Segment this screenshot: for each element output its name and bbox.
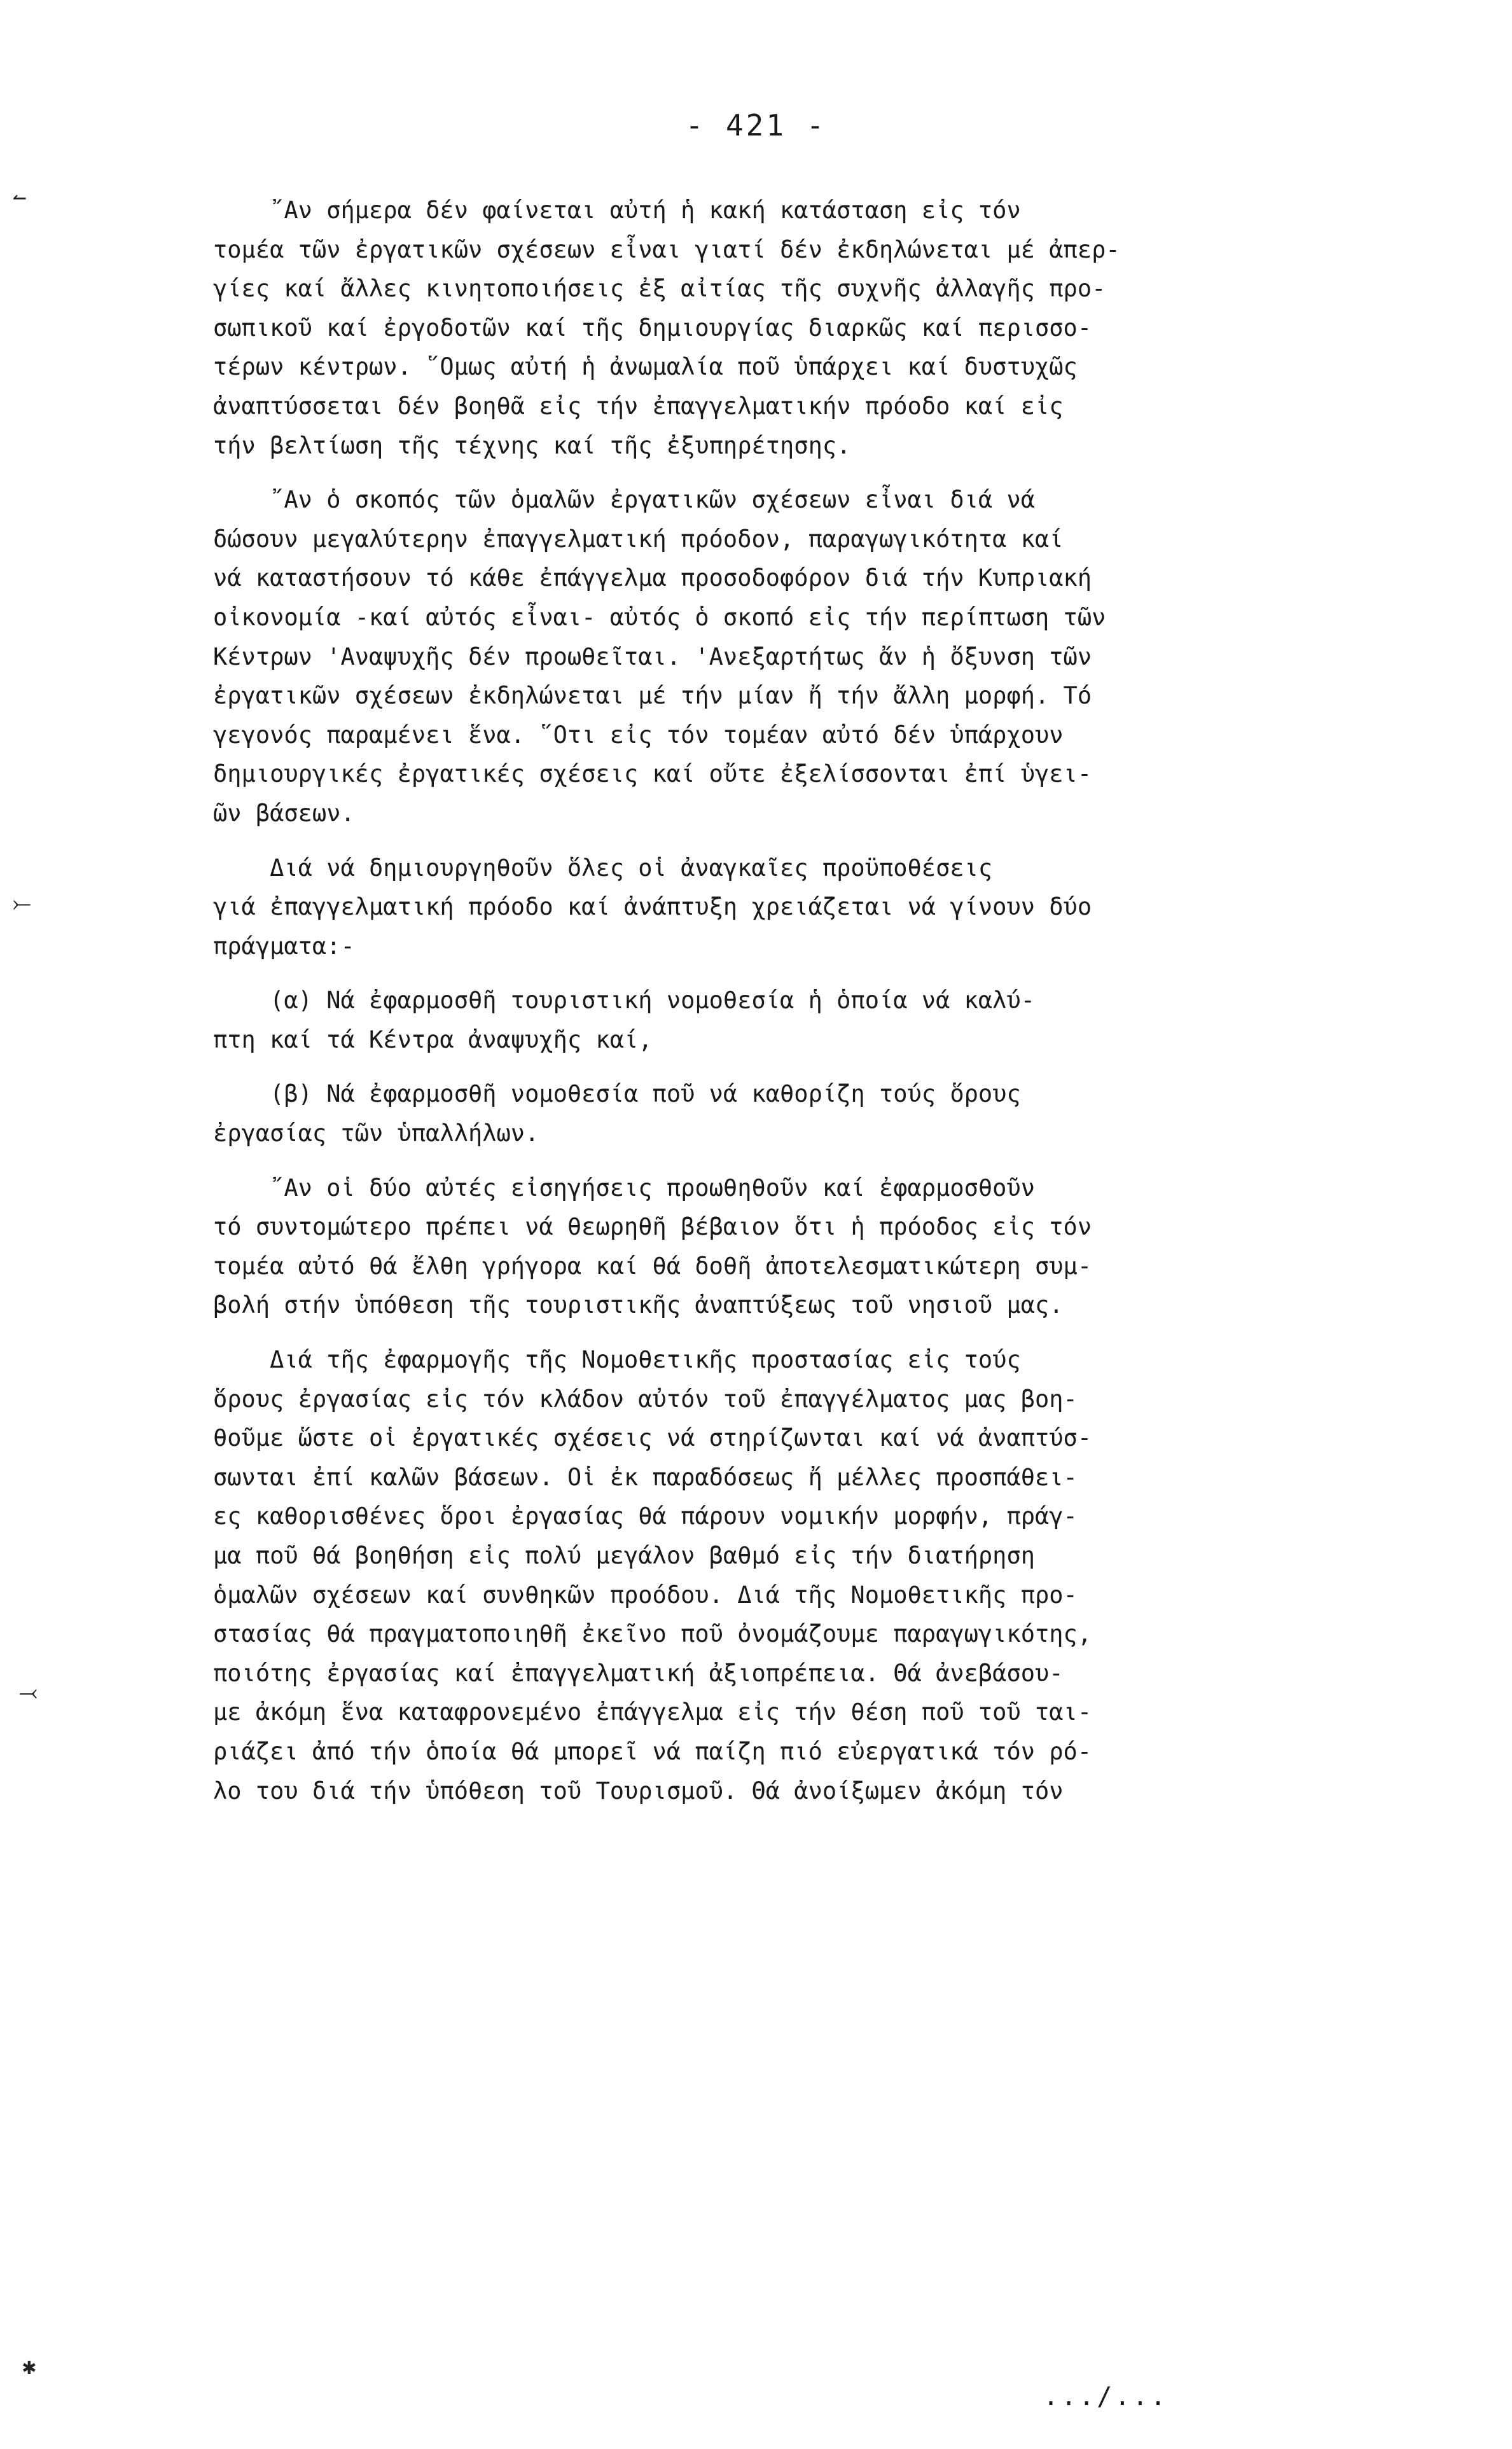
text-line: τήν βελτίωση τῆς τέχνης καί τῆς ἐξυπηρέτησης. [213, 431, 851, 459]
paragraph-3 [213, 849, 1307, 966]
text-line: ῎Αν οἱ δύο αὐτές εἰσηγήσεις προωθηθοῦν καί ἐφαρμοσθοῦν [213, 1174, 1036, 1202]
text-line: βολή στήν ὑπόθεση τῆς τουριστικῆς ἀναπτύξεως τοῦ νησιοῦ μας. [213, 1291, 1064, 1319]
text-line: ῎Αν ὁ σκοπός τῶν ὁμαλῶν ἐργατικῶν σχέσεων εἶναι διά νά [213, 486, 1036, 514]
list-item-b [213, 1074, 1307, 1153]
text-line: λο του διά τήν ὑπόθεση τοῦ Τουρισμοῦ. Θά ἀνοίξωμεν ἀκόμη τόν [213, 1777, 1064, 1805]
paragraph-5 [213, 1340, 1307, 1810]
margin-mark-icon: ⤚ [13, 891, 31, 917]
paragraph-2 [213, 480, 1307, 833]
text-line: τομέα τῶν ἐργατικῶν σχέσεων εἶναι γιατί δέν ἐκδηλώνεται μέ ἀπερ- [213, 235, 1120, 263]
text-line: πράγματα:- [213, 932, 355, 960]
text-line: ἐργασίας τῶν ὑπαλλήλων. [213, 1120, 539, 1148]
text-line: (β) Νά ἐφαρμοσθῆ νομοθεσία ποῦ νά καθορίζη τούς ὅρους [213, 1080, 1021, 1108]
body-text [213, 191, 1307, 1810]
text-line: γίες καί ἄλλες κινητοποιήσεις ἐξ αἰτίας τῆς συχνῆς ἀλλαγῆς προ- [213, 275, 1106, 303]
text-line: νά καταστήσουν τό κάθε ἐπάγγελμα προσοδοφόρον διά τήν Κυπριακή [213, 564, 1092, 592]
text-line: σωπικοῦ καί ἐργοδοτῶν καί τῆς δημιουργίας διαρκῶς καί περισσο- [213, 314, 1092, 342]
continuation-mark: .../... [1043, 2382, 1169, 2411]
text-line: Διά νά δημιουργηθοῦν ὅλες οἱ ἀναγκαῖες προϋποθέσεις [213, 854, 993, 882]
text-line: τό συντομώτερο πρέπει νά θεωρηθῆ βέβαιον ὅτι ἡ πρόοδος εἰς τόν [213, 1213, 1092, 1241]
text-line: σωνται ἐπί καλῶν βάσεων. Οἱ ἐκ παραδόσεως ἤ μέλλες προσπάθει- [213, 1463, 1078, 1491]
page-number: - 421 - [685, 108, 827, 142]
text-line: Κέντρων 'Αναψυχῆς δέν προωθεῖται. 'Ανεξαρτήτως ἄν ἡ ὄξυνση τῶν [213, 642, 1092, 670]
text-line: ἐργατικῶν σχέσεων ἐκδηλώνεται μέ τήν μίαν ἤ τήν ἄλλη μορφή. Τό [213, 682, 1092, 710]
text-line: ποιότης ἐργασίας καί ἐπαγγελματική ἀξιοπρέπεια. Θά ἀνεβάσου- [213, 1659, 1064, 1687]
text-line: θοῦμε ὥστε οἱ ἐργατικές σχέσεις νά στηρίζωνται καί νά ἀναπτύσ- [213, 1424, 1092, 1452]
text-line: μα ποῦ θά βοηθήση εἰς πολύ μεγάλον βαθμό εἰς τήν διατήρηση [213, 1542, 1036, 1569]
text-line: τέρων κέντρων. ῞Ομως αὐτή ἡ ἀνωμαλία ποῦ ὑπάρχει καί δυστυχῶς [213, 353, 1078, 381]
text-line: τομέα αὐτό θά ἔλθη γρήγορα καί θά δοθῆ ἀποτελεσματικώτερη συμ- [213, 1252, 1092, 1280]
text-line: Διά τῆς ἐφαρμογῆς τῆς Νομοθετικῆς προστασίας εἰς τούς [213, 1346, 1021, 1374]
margin-mark-icon: ↼ [13, 184, 27, 211]
text-line: δημιουργικές ἐργατικές σχέσεις καί οὔτε ἐξελίσσονται ἐπί ὑγει- [213, 760, 1092, 788]
text-line: ὁμαλῶν σχέσεων καί συνθηκῶν προόδου. Διά τῆς Νομοθετικῆς προ- [213, 1581, 1078, 1609]
text-line: οἰκονομία -καί αὐτός εἶναι- αὐτός ὁ σκοπό εἰς τήν περίπτωση τῶν [213, 603, 1106, 631]
text-line: ῶν βάσεων. [213, 799, 355, 827]
text-line: με ἀκόμη ἕνα καταφρονεμένο ἐπάγγελμα εἰς τήν θέση ποῦ τοῦ ται- [213, 1698, 1092, 1726]
text-line: ὅρους ἐργασίας εἰς τόν κλάδον αὐτόν τοῦ ἐπαγγέλματος μας βοη- [213, 1385, 1078, 1413]
list-item-a [213, 981, 1307, 1059]
text-line: ες καθορισθένες ὅροι ἐργασίας θά πάρουν νομικήν μορφήν, πράγ- [213, 1502, 1078, 1530]
text-line: γιά ἐπαγγελματική πρόοδο καί ἀνάπτυξη χρειάζεται νά γίνουν δύο [213, 893, 1092, 921]
margin-mark-icon: ⤙ [19, 1679, 38, 1705]
text-line: ῎Αν σήμερα δέν φαίνεται αὐτή ἡ κακή κατάσταση εἰς τόν [213, 197, 1021, 224]
text-line: γεγονός παραμένει ἕνα. ῞Οτι εἰς τόν τομέαν αὐτό δέν ὑπάρχουν [213, 721, 1064, 749]
text-line: στασίας θά πραγματοποιηθῆ ἐκεῖνο ποῦ ὀνομάζουμε παραγωγικότης, [213, 1620, 1092, 1648]
margin-mark-icon: ✱ [22, 2354, 36, 2380]
paragraph-1 [213, 191, 1307, 465]
text-line: δώσουν μεγαλύτερην ἐπαγγελματική πρόοδον, παραγωγικότητα καί [213, 525, 1064, 553]
text-line: (α) Νά ἐφαρμοσθῆ τουριστική νομοθεσία ἡ ὁποία νά καλύ- [213, 987, 1036, 1015]
paragraph-4 [213, 1169, 1307, 1325]
text-line: ἀναπτύσσεται δέν βοηθᾶ εἰς τήν ἐπαγγελματικήν πρόοδο καί εἰς [213, 392, 1064, 420]
text-line: ριάζει ἀπό τήν ὁποία θά μπορεῖ νά παίζη πιό εὐεργατικά τόν ρό- [213, 1737, 1092, 1765]
text-line: πτη καί τά Κέντρα ἀναψυχῆς καί, [213, 1025, 653, 1053]
